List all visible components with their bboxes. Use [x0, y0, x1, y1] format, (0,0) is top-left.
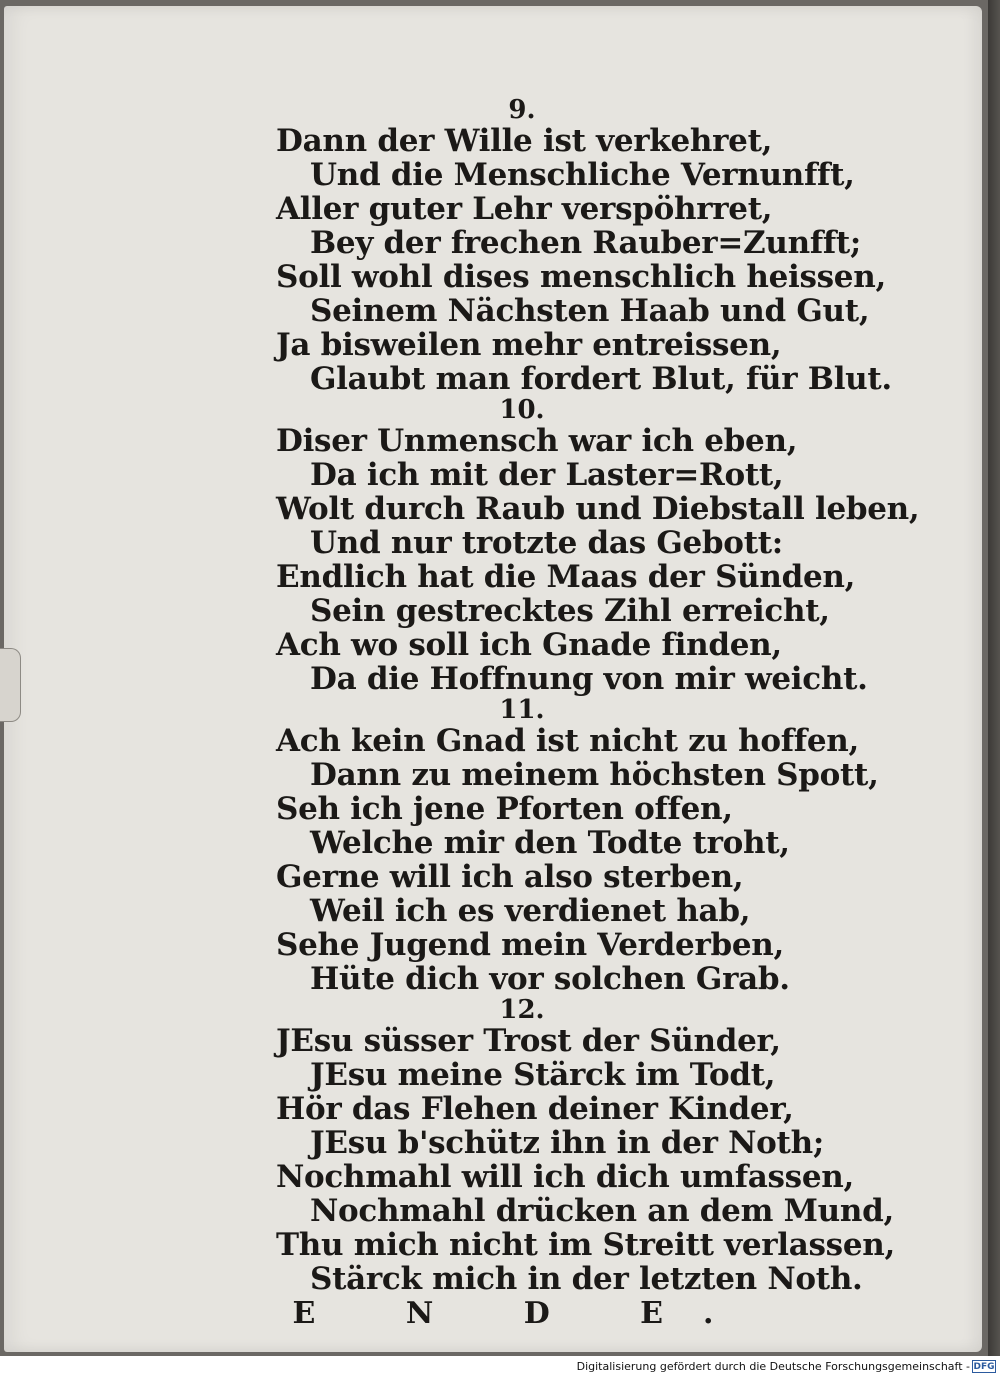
verse-line: Da die Hoffnung von mir weicht. [310, 661, 868, 697]
book-page [4, 6, 982, 1352]
page-number: 9. [508, 95, 536, 125]
verse-line: JEsu meine Stärck im Todt, [310, 1057, 776, 1093]
ende-closing: E N D E. [292, 1296, 754, 1331]
verse-line: Endlich hat die Maas der Sünden, [276, 559, 856, 595]
verse-line: Wolt durch Raub und Diebstall leben, [276, 491, 920, 527]
verse-line: Seh ich jene Pforten offen, [276, 791, 733, 827]
verse-line: Ach kein Gnad ist nicht zu hoffen, [276, 723, 859, 759]
verse-line: Diser Unmensch war ich eben, [276, 423, 798, 459]
verse-line: Sehe Jugend mein Verderben, [276, 927, 785, 963]
verse-line: Dann zu meinem höchsten Spott, [310, 757, 879, 793]
footer-credit: Digitalisierung gefördert durch die Deutsche Forschungsgemeinschaft - [576, 1360, 970, 1373]
stanza-number: 12. [499, 995, 545, 1025]
verse-line: Hüte dich vor solchen Grab. [310, 961, 790, 997]
verse-line: Stärck mich in der letzten Noth. [310, 1261, 863, 1297]
poem-body [4, 96, 982, 1332]
footer [0, 1356, 1000, 1378]
verse-line: Und die Menschliche Vernunfft, [310, 157, 855, 193]
verse-line: Thu mich nicht im Streitt verlassen, [276, 1227, 895, 1263]
verse-line: Weil ich es verdienet hab, [310, 893, 751, 929]
verse-line: Aller guter Lehr verspöhrret, [276, 191, 773, 227]
stanza-9 [4, 124, 982, 396]
stanza-10 [4, 396, 982, 696]
verse-line: Da ich mit der Laster=Rott, [310, 457, 784, 493]
verse-line: Welche mir den Todte troht, [310, 825, 790, 861]
stanza-number: 11. [499, 695, 545, 725]
stanza-number: 10. [499, 395, 545, 425]
verse-line: JEsu süsser Trost der Sünder, [276, 1023, 781, 1059]
verse-line: Nochmahl drücken an dem Mund, [310, 1193, 894, 1229]
verse-line: Ach wo soll ich Gnade finden, [276, 627, 782, 663]
verse-line: Soll wohl dises menschlich heissen, [276, 259, 886, 295]
verse-line: Dann der Wille ist verkehret, [276, 123, 773, 159]
stanza-12 [4, 996, 982, 1296]
verse-line: Bey der frechen Rauber=Zunfft; [310, 225, 862, 261]
verse-line: Seinem Nächsten Haab und Gut, [310, 293, 870, 329]
verse-line: Und nur trotzte das Gebott: [310, 525, 783, 561]
verse-line: Glaubt man fordert Blut, für Blut. [310, 361, 892, 397]
book-spine-edge [988, 0, 1000, 1356]
page-tab [0, 648, 21, 722]
verse-line: Hör das Flehen deiner Kinder, [276, 1091, 794, 1127]
verse-line: Ja bisweilen mehr entreissen, [276, 327, 782, 363]
verse-line: Nochmahl will ich dich umfassen, [276, 1159, 854, 1195]
dfg-logo-icon: DFG [973, 1362, 995, 1372]
verse-line: Sein gestrecktes Zihl erreicht, [310, 593, 830, 629]
stanza-11 [4, 696, 982, 996]
verse-line: Gerne will ich also sterben, [276, 859, 744, 895]
verse-line: JEsu b'schütz ihn in der Noth; [310, 1125, 824, 1161]
